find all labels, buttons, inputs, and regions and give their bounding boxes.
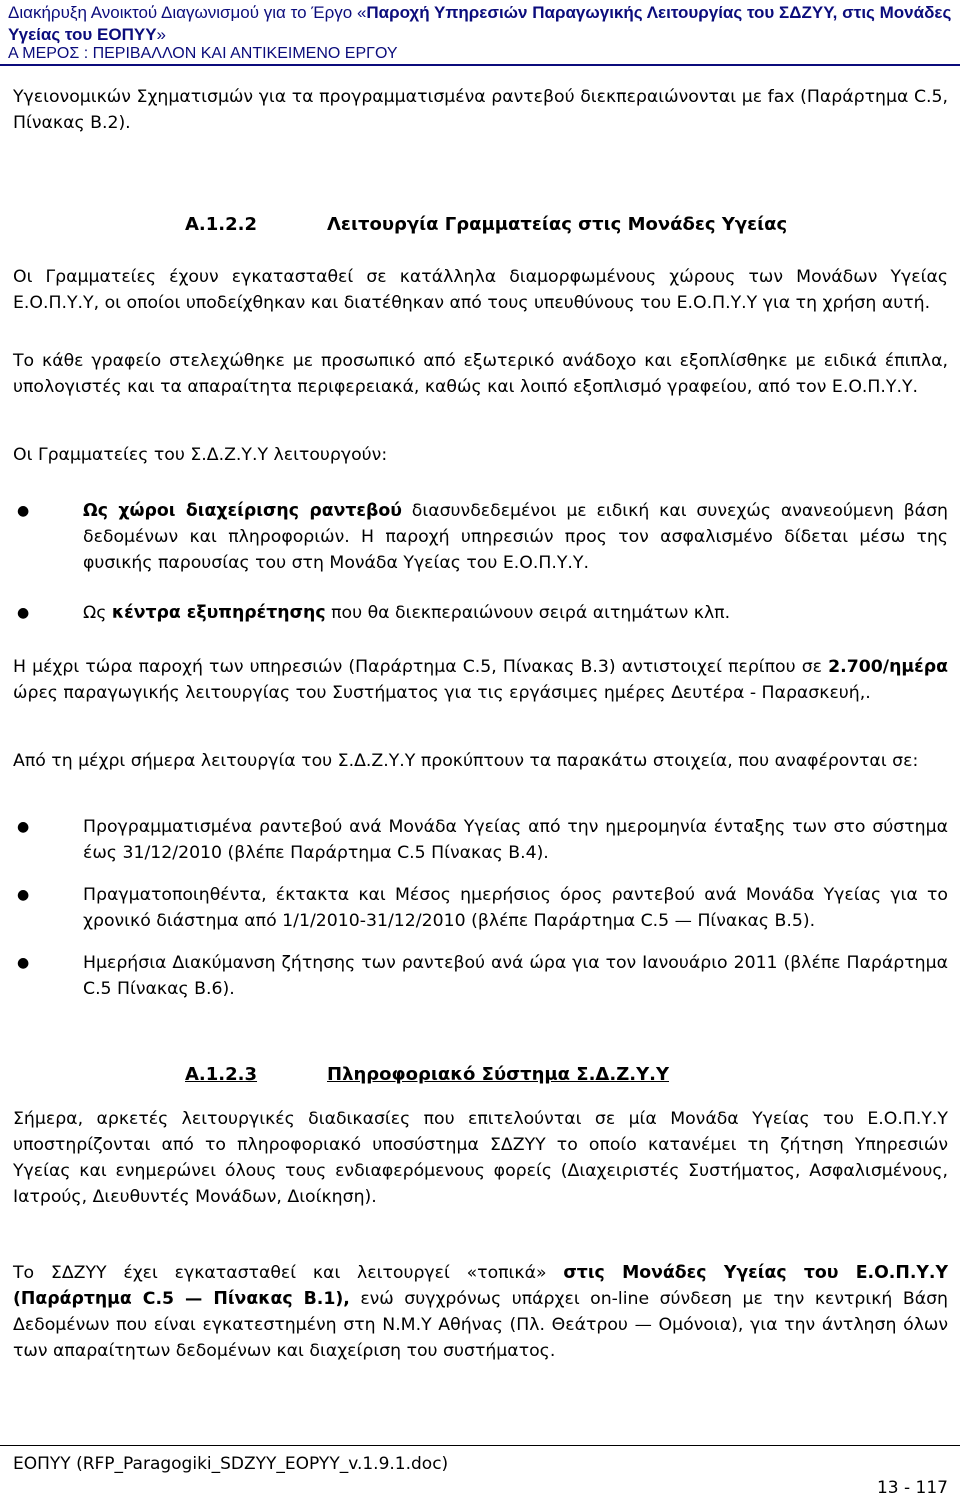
list-item <box>13 950 948 1002</box>
section-title: Λειτουργία Γραμματείας στις Μονάδες Υγείας <box>327 214 788 235</box>
paragraph <box>13 654 948 706</box>
paragraph: Σήμερα, αρκετές λειτουργικές διαδικασίες που επιτελούνται σε μία Μονάδα Υγείας του Ε.Ο.Π.Υ.Υ υποστηρίζονται από το πληροφοριακό υποσύστημα ΣΔΖΥΥ το οποίο κατανέμει τη ζήτηση Υπηρεσιών Υγείας και ενημερώνει όλους τους ενδιαφερόμενους φορείς (Διαχειριστές Συστήματος, Ασφαλισμένους, Ιατρούς, Διευθυντές Μονάδων, Διοίκηση). <box>13 1109 948 1207</box>
functions-list <box>13 498 948 626</box>
paragraph: Οι Γραμματείες έχουν εγκατασταθεί σε κατάλληλα διαμορφωμένους χώρους των Μονάδων Υγείας Ε.Ο.Π.Υ.Υ, οι οποίοι υποδείχθηκαν και διατέθηκαν από τους υπευθύνους του Ε.Ο.Π.Υ.Υ για τη χρήση αυτή. <box>13 267 948 313</box>
bullet-icon: ● <box>17 503 30 519</box>
bullet-icon: ● <box>17 819 30 835</box>
paragraph-text: Η μέχρι τώρα παροχή των υπηρεσιών (Παράρτημα C.5, Πίνακας Β.3) αντιστοιχεί περίπου σε <box>13 657 829 677</box>
list-item <box>13 814 948 866</box>
header-title-suffix: » <box>156 25 167 44</box>
page-number: 13 - 117 <box>876 1478 948 1498</box>
bullet-icon: ● <box>17 955 30 971</box>
paragraph: Το κάθε γραφείο στελεχώθηκε με προσωπικό από εξωτερικό ανάδοχο και εξοπλίσθηκε με ειδικά έπιπλα, υπολογιστές και τα απαραίτητα περιφερειακά, καθώς και λοιπό εξοπλισμό γραφείου, από τον Ε.Ο.Π.Υ.Υ. <box>13 351 948 397</box>
section-number: Α.1.2.3 <box>185 1064 258 1085</box>
intro-paragraph: Υγειονομικών Σχηματισμών για τα προγραμματισμένα ραντεβού διεκπεραιώνονται με fax (Παράρτημα C.5, Πίνακας Β.2). <box>13 87 948 133</box>
header-title-prefix: Διακήρυξη Ανοικτού Διαγωνισμού για το Έργο « <box>8 3 367 22</box>
paragraph: Οι Γραμματείες του Σ.Δ.Ζ.Υ.Υ λειτουργούν: <box>13 445 388 465</box>
paragraph-bold: στις Μονάδες Υγείας του Ε.Ο.Π.Υ.Υ (Παράρτημα C.5 — Πίνακας Β.1), <box>13 1263 948 1309</box>
header-part: Α ΜΕΡΟΣ : ΠΕΡΙΒΑΛΛΟΝ ΚΑΙ ΑΝΤΙΚΕΙΜΕΝΟ ΕΡΓΟΥ <box>8 45 398 62</box>
paragraph: Από τη μέχρι σήμερα λειτουργία του Σ.Δ.Ζ.Υ.Υ προκύπτουν τα παρακάτω στοιχεία, που αναφέρονται σε: <box>13 751 919 771</box>
paragraph-text: Το ΣΔΖΥΥ έχει εγκατασταθεί και λειτουργεί «τοπικά» <box>13 1263 564 1283</box>
footer-document-name: ΕΟΠΥΥ (RFP_Paragogiki_SDZYY_EOPYY_v.1.9.1.doc) <box>13 1454 449 1474</box>
bullet-icon: ● <box>17 605 30 621</box>
data-list <box>13 814 948 1002</box>
list-item-text: διασυνδεδεμένοι με ειδική και συνεχώς ανανεούμενη βάση δεδομένων και πληροφοριών. Η παροχή υπηρεσιών προς τον ασφαλισμένο δίδεται μέσω της φυσικής παρουσίας του στη Μονάδα Υγείας του Ε.Ο.Π.Υ.Υ. <box>83 501 948 573</box>
list-item <box>13 600 948 626</box>
list-item-bold: κέντρα εξυπηρέτησης <box>111 603 326 623</box>
list-item-text: που θα διεκπεραιώνουν σειρά αιτημάτων κλπ. <box>325 603 731 623</box>
list-item <box>13 882 948 934</box>
list-item-text: Ως <box>83 603 112 623</box>
paragraph-text: ώρες παραγωγικής λειτουργίας του Συστήματος για τις εργάσιμες ημέρες Δευτέρα - Παρασκευή,. <box>13 683 871 703</box>
header-divider <box>0 64 960 66</box>
list-item-bold: Ως χώροι διαχείρισης ραντεβού <box>83 501 402 521</box>
list-item-text: Πραγματοποιηθέντα, έκτακτα και Μέσος ημερήσιος όρος ραντεβού ανά Μονάδα Υγείας για το χρονικό διάστημα από 1/1/2010-31/12/2010 (βλέπε Παράρτημα C.5 — Πίνακας Β.5). <box>83 885 948 931</box>
page-header <box>0 0 960 66</box>
list-item-text: Ημερήσια Διακύμανση ζήτησης των ραντεβού ανά ώρα για τον Ιανουάριο 2011 (βλέπε Παράρτημα C.5 Πίνακας Β.6). <box>83 953 948 999</box>
page-footer <box>0 1440 960 1500</box>
section-number: Α.1.2.2 <box>185 214 258 235</box>
list-item-text: Προγραμματισμένα ραντεβού ανά Μονάδα Υγείας από την ημερομηνία ένταξης των στο σύστημα έως 31/12/2010 (βλέπε Παράρτημα C.5 Πίνακας Β.4). <box>83 817 948 863</box>
header-title <box>8 2 952 46</box>
paragraph-bold: 2.700/ημέρα <box>828 657 948 677</box>
list-item <box>13 498 948 576</box>
section-title: Πληροφοριακό Σύστημα Σ.Δ.Ζ.Υ.Υ <box>327 1064 669 1085</box>
header-title-project: Παροχή Υπηρεσιών Παραγωγικής Λειτουργίας του ΣΔΖΥΥ, στις Μονάδες Υγείας του ΕΟΠΥΥ <box>8 3 952 44</box>
paragraph <box>13 1260 948 1364</box>
paragraph-text: ενώ συγχρόνως υπάρχει on-line σύνδεση με την κεντρική Βάση Δεδομένων που είναι εγκατεστημένη στη Ν.Μ.Υ Αθήνας (Πλ. Θεάτρου — Ομόνοια), για την άντληση όλων των απαραίτητων δεδομένων και διαχείριση του συστήματος. <box>13 1289 948 1361</box>
bullet-icon: ● <box>17 887 30 903</box>
footer-divider <box>0 1445 960 1446</box>
